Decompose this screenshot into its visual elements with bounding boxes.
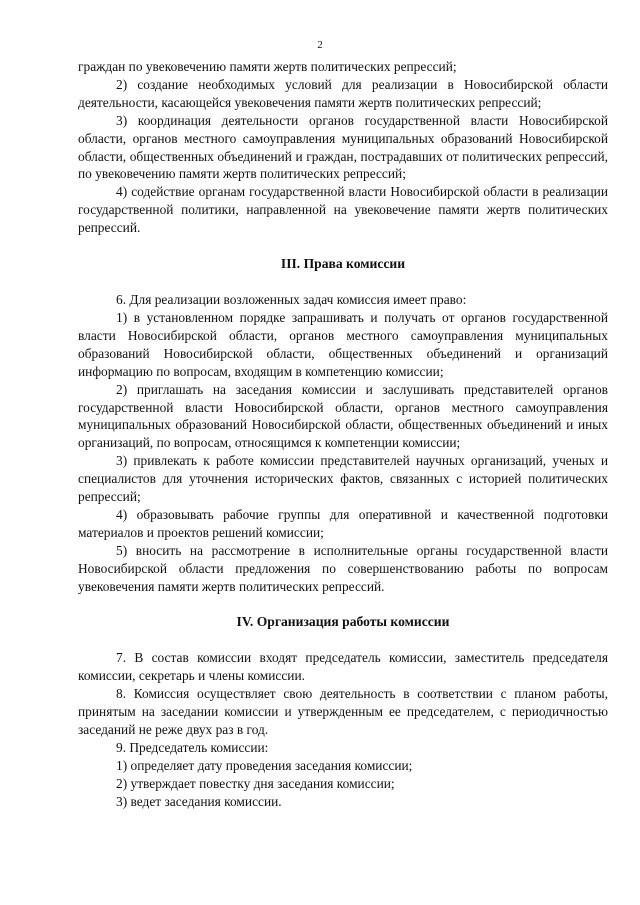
list-item-right-1: 1) в установленном порядке запрашивать и получать от органов государственной власти Новосибирской области, органов местного самоуправления муниципальных образований Новосибирской области, общественных объединений и организаций информацию по вопросам, входящим в компетенцию комиссии; xyxy=(78,309,608,379)
list-item-goal-3: 3) координация деятельности органов государственной власти Новосибирской области, органов местного самоуправления муниципальных образований Новосибирской области, общественных объединений и граждан, пострадавших от политических репрессий, по увековечению памяти жертв политических репрессий; xyxy=(78,112,608,182)
list-item-goal-4: 4) содействие органам государственной власти Новосибирской области в реализации государственной политики, направленной на увековечение памяти жертв политических репрессий. xyxy=(78,184,608,236)
page-number: 2 xyxy=(317,39,323,51)
list-item-goal-2: 2) создание необходимых условий для реализации в Новосибирской области деятельности, касающейся увековечения памяти жертв политических репрессий; xyxy=(78,76,608,110)
section-heading-rights: III. Права комиссии xyxy=(280,256,406,272)
clause-9: 9. Председатель комиссии: xyxy=(116,740,269,755)
clause-7: 7. В состав комиссии входят председатель комиссии, заместитель председателя комиссии, секретарь и члены комиссии. xyxy=(78,650,608,684)
clause-8: 8. Комиссия осуществляет свою деятельность в соответствии с планом работы, принятым на заседании комиссии и утвержденным ее председателем, с периодичностью заседаний не реже двух раз в год. xyxy=(78,686,608,738)
list-item-chair-3: 3) ведет заседания комиссии. xyxy=(116,793,282,809)
list-item-right-3: 3) привлекать к работе комиссии представителей научных организаций, ученых и специалистов для уточнения исторических фактов, связанных с историей политических репрессий; xyxy=(78,453,608,505)
list-item-right-2: 2) приглашать на заседания комиссии и заслушивать представителей органов государственной власти Новосибирской области, органов местного самоуправления муниципальных образований Новосибирской области, общественных объединений и иных организаций, по вопросам, относящимся к компетенции комиссии; xyxy=(78,381,608,451)
spacer xyxy=(78,273,608,291)
spacer xyxy=(78,595,608,613)
list-item-right-4: 4) образовывать рабочие группы для оперативной и качественной подготовки материалов и проектов решений комиссии; xyxy=(78,506,608,540)
spacer xyxy=(78,631,608,649)
clause-6: 6. Для реализации возложенных задач комиссия имеет право: xyxy=(116,292,467,308)
paragraph-continuation: граждан по увековечению памяти жертв политических репрессий; xyxy=(78,59,457,74)
list-item-chair-2: 2) утверждает повестку дня заседания комиссии; xyxy=(116,775,395,791)
document-body xyxy=(78,58,608,811)
list-item-right-5: 5) вносить на рассмотрение в исполнительные органы государственной власти Новосибирской области предложения по совершенствованию работы по вопросам увековечения памяти жертв политических репрессий. xyxy=(78,542,608,594)
section-heading-organization: IV. Организация работы комиссии xyxy=(236,614,450,630)
spacer xyxy=(78,237,608,255)
list-item-chair-1: 1) определяет дату проведения заседания комиссии; xyxy=(116,757,413,773)
